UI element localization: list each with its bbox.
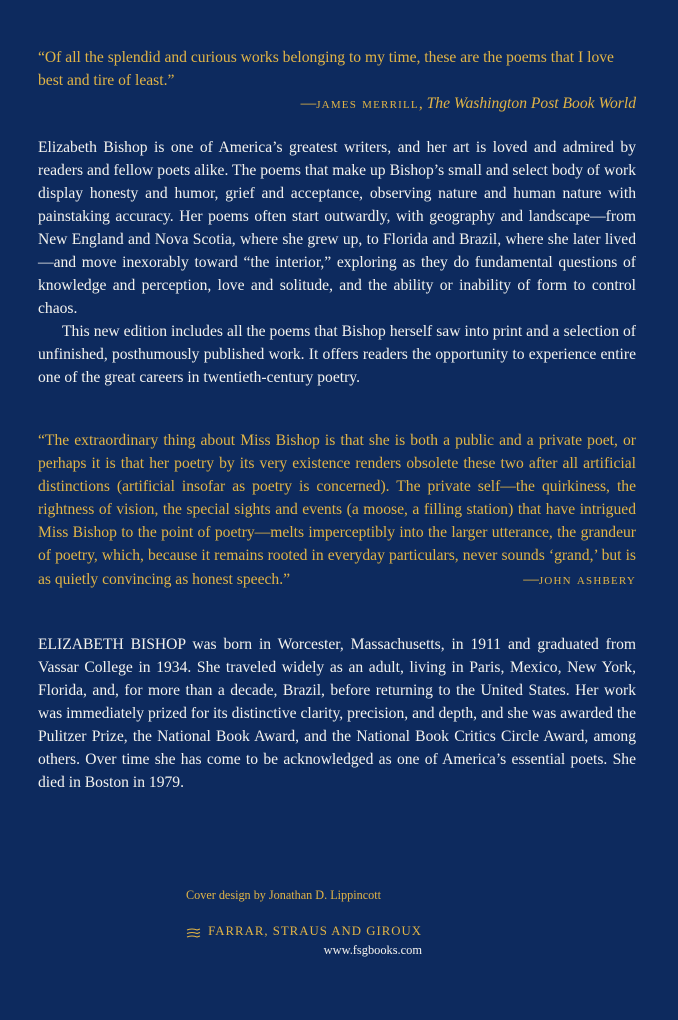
merrill-author: james merrill	[316, 95, 419, 112]
merrill-separator: ,	[418, 95, 427, 112]
description-paragraph-1: Elizabeth Bishop is one of America’s greatest writers, and her art is loved and admired by readers and fellow poets alike. The poems that make up Bishop’s small and select body of work display honesty and humor, grief and acceptance, observing nature and human nature with painstaking accuracy. Her poems often start outwardly, with geography and landscape—from New England and Nova Scotia, where she grew up, to Florida and Brazil, where she later lived—and move inexorably toward “the interior,” exploring as they do fundamental questions of knowledge and perception, love and solitude, and the ability or inability of form to control chaos.	[38, 139, 636, 317]
description-paragraph-2: This new edition includes all the poems that Bishop herself saw into print and a selection of unfinished, posthumously published work. It offers readers the opportunity to experience entire one of the great careers in twentieth-century poetry.	[38, 323, 636, 386]
author-bio: ELIZABETH BISHOP was born in Worcester, Massachusetts, in 1911 and graduated from Vassar College in 1934. She traveled widely as an adult, living in Paris, Mexico, New York, Florida, and, for more than a decade, Brazil, before returning to the United States. Her work was immediately prized for its distinctive clarity, precision, and depth, and she was awarded the Pulitzer Prize, the National Book Award, and the National Book Critics Circle Award, among others. Over time she has come to be acknowledged as one of America’s essential poets. She died in Boston in 1979.	[38, 636, 636, 791]
ashbery-author: john ashbery	[538, 570, 636, 588]
merrill-attribution	[38, 92, 636, 115]
merrill-dash: —	[300, 95, 317, 112]
cover-design-credit: Cover design by Jonathan D. Lippincott	[186, 888, 381, 902]
fsg-fish-logo-icon	[186, 926, 201, 937]
publisher-line	[160, 922, 422, 940]
merrill-quote	[38, 46, 638, 92]
ashbery-dash: —	[523, 570, 539, 588]
ashbery-attribution	[523, 568, 636, 591]
merrill-quote-text: “Of all the splendid and curious works belonging to my time, these are the poems that I love best and tire of least.”	[38, 49, 614, 89]
ashbery-quote-text: “The extraordinary thing about Miss Bishop is that she is both a public and a private poet, or perhaps it is that her poetry by its very existence renders obsolete these two after all artificial distinctions (artificial insofar as poetry is concerned). The private self—the quirkiness, the rightness of vision, the special sights and events (a moose, a filling station) that have intrigued Miss Bishop to the point of poetry—melts imperceptibly into the larger utterance, the grandeur of poetry, which, because it remains rooted in everyday particulars, never sounds ‘grand,’ but is as quietly convincing as honest speech.”	[38, 432, 636, 588]
publisher-website: www.fsgbooks.com	[323, 943, 422, 957]
publisher-name: FARRAR, STRAUS AND GIROUX	[208, 924, 422, 938]
ashbery-quote	[38, 429, 636, 591]
book-description	[38, 136, 636, 389]
merrill-source: The Washington Post Book World	[426, 95, 636, 112]
